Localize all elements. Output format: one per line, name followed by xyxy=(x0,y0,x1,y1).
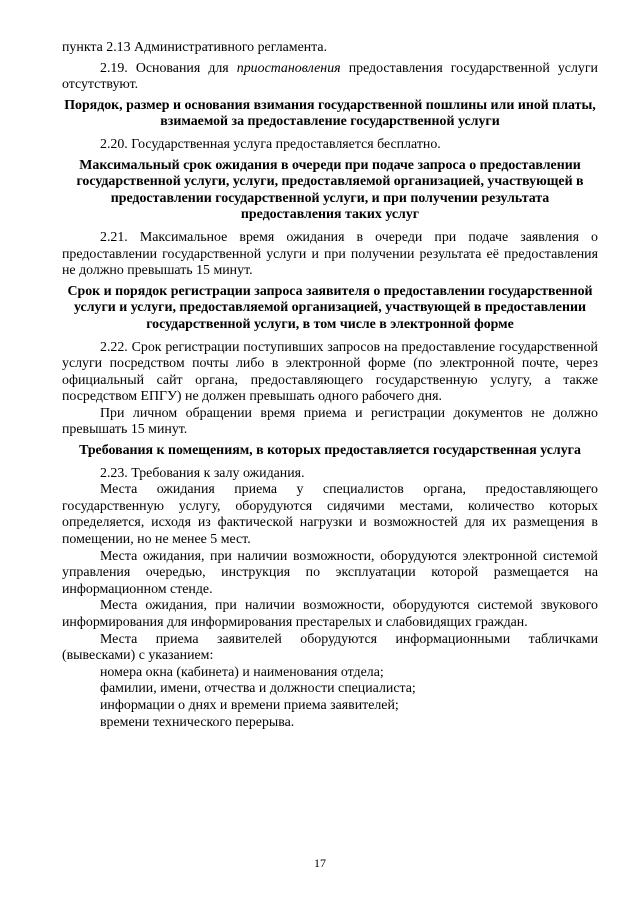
paragraph-2-19-emphasis: приостановления xyxy=(236,60,341,76)
paragraph-queue-system: Места ожидания, при наличии возможности, оборудуются электронной системой управления очередью, инструкция по эксплуатации которой размещается на информационном стенде. xyxy=(62,548,598,597)
document-body xyxy=(62,40,598,731)
list-item: фамилии, имени, отчества и должности специалиста; xyxy=(100,681,416,697)
page-number: 17 xyxy=(314,856,326,870)
paragraph-2-23: 2.23. Требования к залу ожидания. xyxy=(100,465,305,481)
paragraph-2-22-personal: При личном обращении время приема и регистрации документов не должно превышать 15 минут. xyxy=(62,405,598,438)
section-heading-registration: Срок и порядок регистрации запроса заявителя о предоставлении государственной услуги и услуги, предоставляемой организацией, участвующей в предоставлении государственной услуги, в том числе в электронной форме xyxy=(67,283,593,332)
paragraph-signage: Места приема заявителей оборудуются информационными табличками (вывесками) с указанием: xyxy=(62,631,598,664)
paragraph-audio-system: Места ожидания, при наличии возможности, оборудуются системой звукового информирования для информирования престарелых и слабовидящих граждан. xyxy=(62,598,598,630)
section-heading-queue: Максимальный срок ожидания в очереди при подаче запроса о предоставлении государственной услуги, услуги, предоставляемой организацией, участвующей в предоставлении государственной услуги, и при получении результата предоставления таких услуг xyxy=(76,157,584,223)
paragraph-2-19 xyxy=(62,61,598,94)
paragraph-continuation: пункта 2.13 Административного регламента. xyxy=(62,40,328,55)
section-heading-fee: Порядок, размер и основания взимания государственной пошлины или иной платы, взимаемой за предоставление государственной услуги xyxy=(64,97,596,130)
list-item: времени технического перерыва. xyxy=(100,714,295,730)
list-item: номера окна (кабинета) и наименования отдела; xyxy=(100,664,384,680)
paragraph-2-20: 2.20. Государственная услуга предоставляется бесплатно. xyxy=(100,136,441,152)
signage-list xyxy=(62,665,598,731)
paragraph-2-19-end: предоставления государственной услуги отсутствуют. xyxy=(62,60,598,93)
list-item: информации о днях и времени приема заявителей; xyxy=(100,697,399,713)
paragraph-waiting-seats: Места ожидания приема у специалистов органа, предоставляющего государственную услугу, оборудуются сидячими местами, количество которых определяется, исходя из фактической нагрузки и возможностей для их размещения в помещении, но не менее 5 мест. xyxy=(62,482,598,548)
paragraph-2-22: 2.22. Срок регистрации поступивших запросов на предоставление государственной услуги посредством почты либо в электронной форме (по электронной почте, через официальный сайт органа, предоставляющего государственную услугу, а также посредством ЕПГУ) не должен превышать одного рабочего дня. xyxy=(62,339,598,405)
section-heading-premises: Требования к помещениям, в которых предоставляется государственная услуга xyxy=(79,443,581,459)
paragraph-2-21: 2.21. Максимальное время ожидания в очереди при подаче заявления о предоставлении государственной услуги и при получении результата её предоставления не должно превышать 15 минут. xyxy=(62,229,598,279)
paragraph-2-19-start: 2.19. Основания для xyxy=(100,60,237,76)
